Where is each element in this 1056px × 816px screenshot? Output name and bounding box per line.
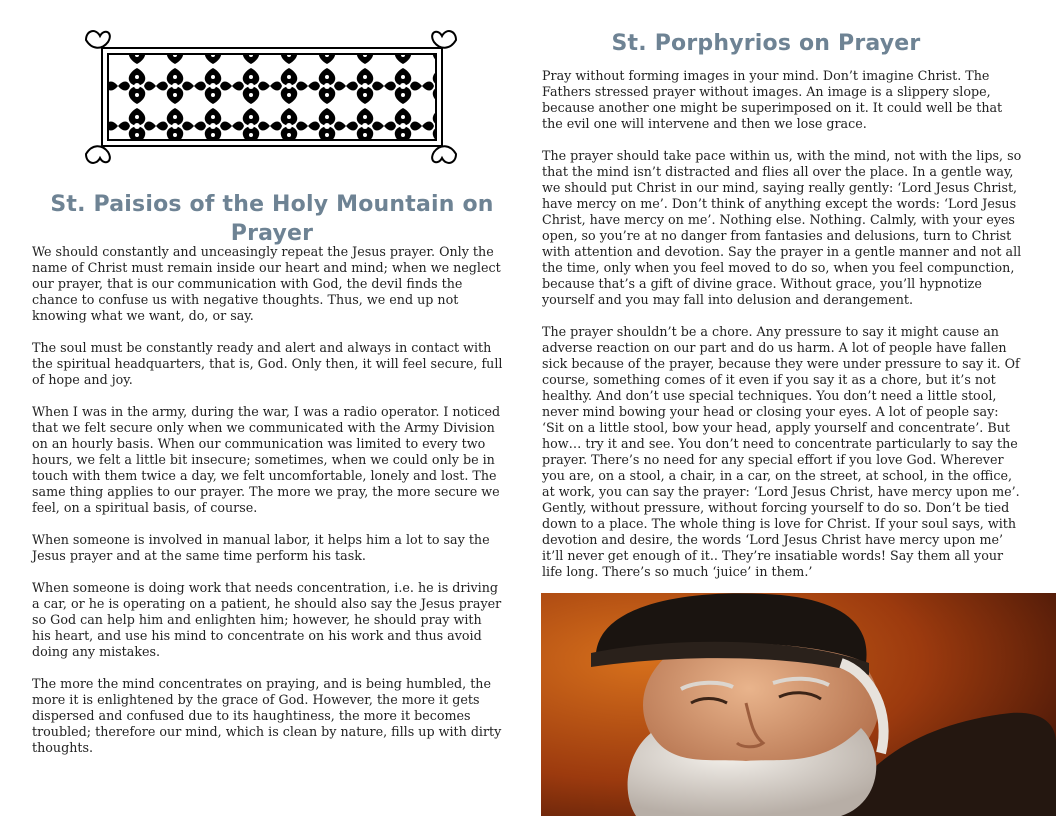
- left-paragraph-2: The soul must be constantly ready and alert and always in contact with the spiritual headquarters, that is, God. Only then, it will feel secure, full of hope and joy.: [32, 340, 503, 387]
- right-paragraph-3: The prayer shouldn’t be a chore. Any pressure to say it might cause an adverse reaction on our part and do us harm. A lot of people have fallen sick because of the prayer, because they were under pressure to say it. Of course, something comes of it even if you say it as a chore, but it’s not healthy. And don’t use special techniques. You don’t need a little stool, never mind bowing your head or closing your eyes. A lot of people say: ‘Sit on a little stool, bow your head, apply yourself and concentrate’. But how… try it and see. You don’t need to concentrate particularly to say the prayer. There’s no need for any special effort if you love God. Wherever you are, on a stool, a chair, in a car, on the street, at school, in the office, at work, you can say the prayer: ‘Lord Jesus Christ, have mercy upon me’. Gently, without pressure, without forcing yourself to do so. Don’t be tied down to a place. The whole thing is love for Christ. If your soul says, with devotion and desire, the words ‘Lord Jesus Christ have mercy upon me’ it’ll never get enough of it.. They’re insatiable words! Say them all your life long. There’s so much ‘juice’ in them.’: [542, 324, 1020, 579]
- byzantine-ornament-icon: [80, 26, 462, 166]
- left-paragraph-5: When someone is doing work that needs concentration, i.e. he is driving a car, or he is operating on a patient, he should also say the Jesus prayer so God can help him and enlighten him; however, he should pray with his heart, and use his mind to concentrate on his work and thus avoid doing any mistakes.: [32, 580, 502, 659]
- left-paragraph-1: We should constantly and unceasingly repeat the Jesus prayer. Only the name of Christ must remain inside our heart and mind; when we neglect our prayer, that is our communication with God, the devil finds the chance to confuse us with negative thoughts. Thus, we end up not knowing what we want, do, or say.: [32, 244, 501, 323]
- right-paragraph-2: The prayer should take pace within us, with the mind, not with the lips, so that the mind isn’t distracted and flies all over the place. In a gentle way, we should put Christ in our mind, saying really gently: ‘Lord Jesus Christ, have mercy on me’. Don’t think of anything except the words: ‘Lord Jesus Christ, have mercy on me’. Nothing else. Nothing. Calmly, with your eyes open, so you’re at no danger from fantasies and delusions, turn to Christ with attention and devotion. Say the prayer in a gentle manner and not all the time, only when you feel moved to do so, when you feel compunction, because that’s a gift of divine grace. Without grace, you’ll hypnotize yourself and you may fall into delusion and derangement.: [542, 148, 1022, 307]
- right-paragraph-1: Pray without forming images in your mind. Don’t imagine Christ. The Fathers stressed prayer without images. An image is a slippery slope, because another one might be superimposed on it. It could well be that the evil one will intervene and then we lose grace.: [542, 68, 1003, 131]
- left-paragraph-3: When I was in the army, during the war, I was a radio operator. I noticed that we felt secure only when we communicated with the Army Division on an hourly basis. When our communication was limited to every two hours, we felt a little bit insecure; sometimes, when we could only be in touch with them twice a day, we felt uncomfortable, lonely and lost. The same thing applies to our prayer. The more we pray, the more secure we feel, on a spiritual basis, of course.: [32, 404, 501, 515]
- left-paragraph-6: The more the mind concentrates on praying, and is being humbled, the more it is enlightened by the grace of God. However, the more it gets dispersed and confused due to its haughtiness, the more it becomes troubled; therefore our mind, which is clean by nature, fills up with dirty thoughts.: [32, 676, 502, 755]
- left-section-title: St. Paisios of the Holy Mountain on Prayer: [50, 192, 494, 246]
- right-article-body: [542, 68, 1022, 596]
- right-section-title: St. Porphyrios on Prayer: [611, 31, 921, 56]
- left-article-body: [32, 244, 504, 772]
- elder-portrait-image: [541, 593, 1056, 816]
- left-paragraph-4: When someone is involved in manual labor, it helps him a lot to say the Jesus prayer and at the same time perform his task.: [32, 532, 490, 563]
